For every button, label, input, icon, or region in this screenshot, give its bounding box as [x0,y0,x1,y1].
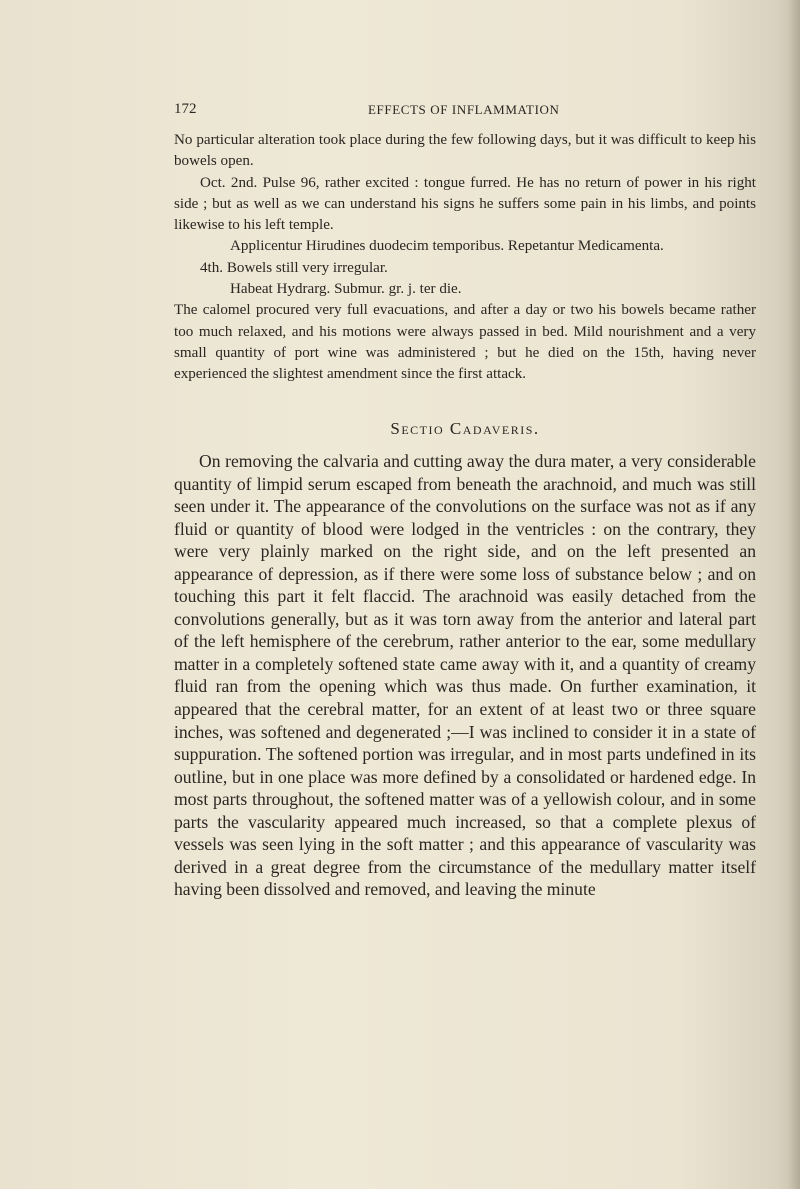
case-paragraph-3: 4th. Bowels still very irregular. [200,259,388,276]
section-body [174,450,756,901]
case-paragraph-2: Oct. 2nd. Pulse 96, rather excited : tongue furred. He has no return of power in his right side ; but as well as we can understand his signs he suffers some pain in his limbs, and points likewise to his left temple. [174,174,756,234]
section-heading: Sectio Cadaveris. [390,419,540,438]
prescription-1: Applicentur Hirudines duodecim temporibus. Repetantur Medicamenta. [230,238,664,255]
prescription-2: Habeat Hydrarg. Submur. gr. j. ter die. [230,281,462,298]
running-head: EFFECTS OF INFLAMMATION [368,102,560,117]
page-header [174,101,756,121]
case-paragraph-1: No particular alteration took place during the few following days, but it was difficult to keep his bowels open. [174,132,756,170]
page-edge-shadow [788,0,800,1189]
page-number: 172 [174,101,197,117]
case-notes [174,130,756,386]
case-paragraph-4: The calomel procured very full evacuations, and after a day or two his bowels became rather too much relaxed, and his motions were always passed in bed. Mild nourishment and a very small quantity of port wine was administered ; but he died on the 15th, having never experienced the slightest amendment since the first attack. [174,302,756,383]
section-paragraph: On removing the calvaria and cutting away the dura mater, a very considerable quantity of limpid serum escaped from beneath the arachnoid, and much was still seen under it. The appearance of the convolutions on the surface was not as if any fluid or quantity of blood were lodged in the ventricles : on the contrary, they were very plainly marked on the right side, and on the left presented an appearance of depression, as if there were some loss of substance below ; and on touching this part it felt flaccid. The arachnoid was easily detached from the convolutions generally, but as it was torn away from the anterior and lateral part of the left hemisphere of the cerebrum, rather anterior to the ear, some medullary matter in a completely softened state came away with it, and a quantity of creamy fluid ran from the opening which was thus made. On further examination, it appeared that the cerebral matter, for an extent of at least two or three square inches, was softened and degenerated ;—I was inclined to consider it in a state of suppuration. The softened portion was irregular, and in most parts undefined in its outline, but in one place was more defined by a consolidated or hardened edge. In most parts throughout, the softened matter was of a yellowish colour, and in some parts the vascularity appeared much increased, so that a complete plexus of vessels was seen lying in the soft matter ; and this appearance of vascularity was derived in a great degree from the circumstance of the medullary matter itself having been dissolved and removed, and leaving the minute [174,451,756,900]
